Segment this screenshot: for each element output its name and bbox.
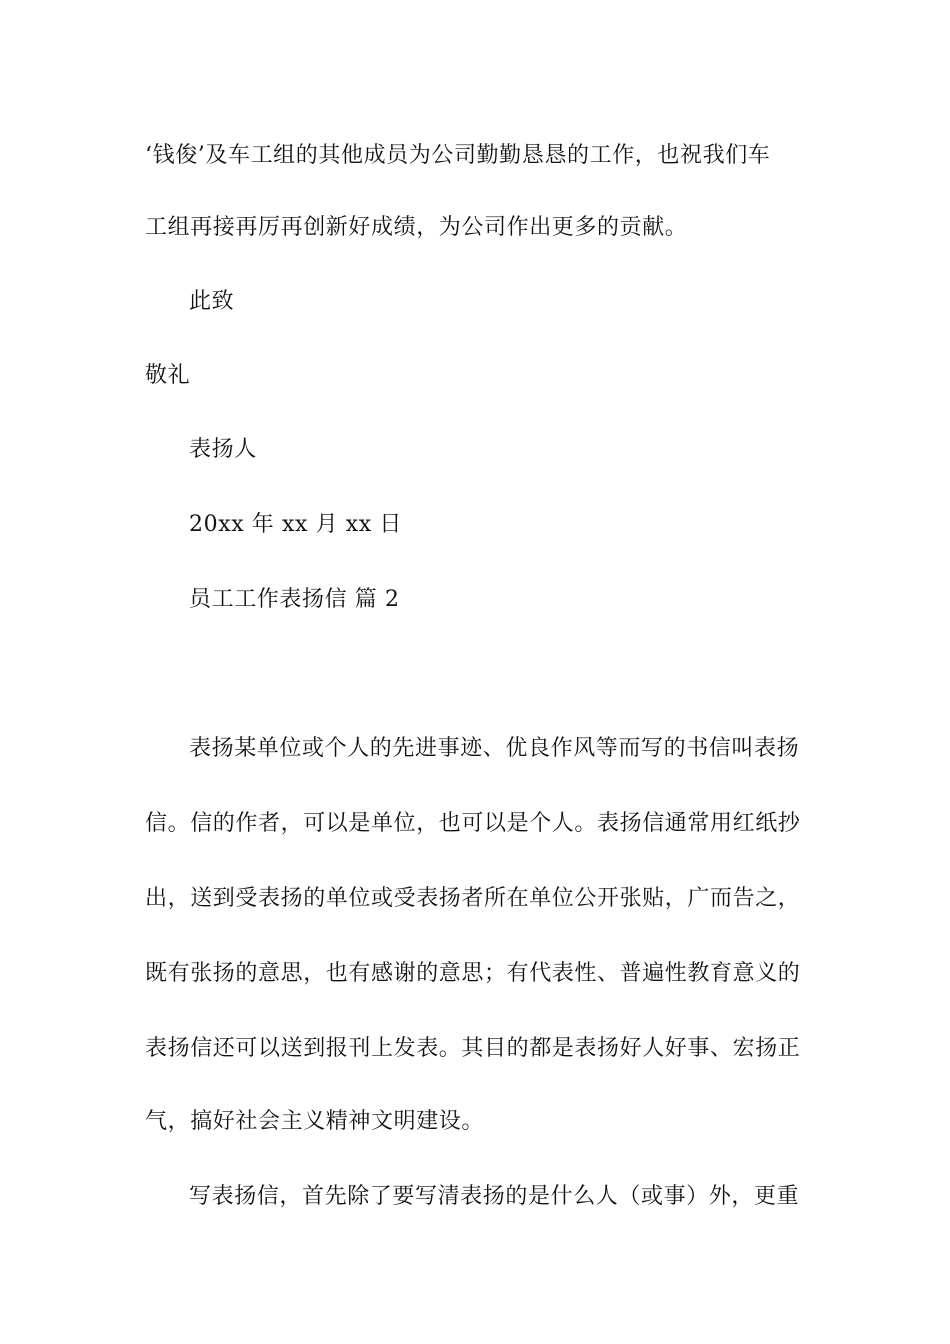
date-line: 20xx 年 xx 月 xx 日 xyxy=(189,512,403,537)
paragraph-line: 气，搞好社会主义精神文明建设。 xyxy=(145,1109,485,1134)
paragraph-line: 表扬某单位或个人的先进事迹、优良作风等而写的书信叫表扬 xyxy=(189,736,800,761)
signature-line: 表扬人 xyxy=(189,437,257,462)
paragraph-line: 既有张扬的意思，也有感谢的意思；有代表性、普遍性教育意义的 xyxy=(145,961,801,986)
paragraph-line: 出，送到受表扬的单位或受表扬者所在单位公开张贴，广而告之， xyxy=(145,886,801,911)
section-heading: 员工工作表扬信 篇 2 xyxy=(189,587,400,612)
paragraph-line: ‘钱俊’及车工组的其他成员为公司勤勤恳恳的工作，也祝我们车 xyxy=(145,143,771,168)
closing-salutation: 此致 xyxy=(189,289,235,314)
paragraph-line: 写表扬信，首先除了要写清表扬的是什么人（或事）外，更重 xyxy=(189,1184,800,1209)
closing-respect: 敬礼 xyxy=(145,363,191,388)
paragraph-line: 表扬信还可以送到报刊上发表。其目的都是表扬好人好事、宏扬正 xyxy=(145,1036,801,1061)
paragraph-line: 信。信的作者，可以是单位，也可以是个人。表扬信通常用红纸抄 xyxy=(145,811,801,836)
paragraph-line: 工组再接再厉再创新好成绩，为公司作出更多的贡献。 xyxy=(145,215,688,240)
